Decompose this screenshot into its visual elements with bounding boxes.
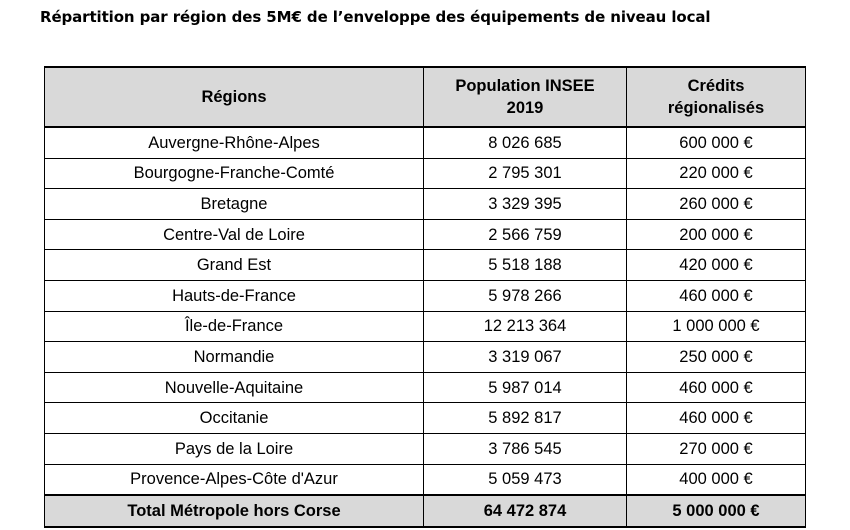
table-header-row: [45, 67, 806, 127]
table-row: [45, 372, 806, 403]
region-cell: Occitanie: [45, 403, 424, 434]
credits-cell: 460 000 €: [627, 403, 806, 434]
page-title: Répartition par région des 5M€ de l’enveloppe des équipements de niveau local: [40, 8, 711, 26]
region-cell: Normandie: [45, 342, 424, 373]
region-cell: Bretagne: [45, 189, 424, 220]
region-cell: Nouvelle-Aquitaine: [45, 372, 424, 403]
total-label: Total Métropole hors Corse: [45, 495, 424, 527]
table-row: [45, 311, 806, 342]
population-cell: 2 566 759: [424, 219, 627, 250]
total-credits: 5 000 000 €: [627, 495, 806, 527]
table-row: [45, 342, 806, 373]
population-cell: 5 059 473: [424, 464, 627, 495]
credits-cell: 200 000 €: [627, 219, 806, 250]
population-cell: 5 518 188: [424, 250, 627, 281]
table-row: [45, 280, 806, 311]
region-cell: Hauts-de-France: [45, 280, 424, 311]
header-regions: Régions: [45, 67, 424, 127]
region-cell: Île-de-France: [45, 311, 424, 342]
table-total-row: [45, 495, 806, 527]
population-cell: 3 786 545: [424, 433, 627, 464]
table-row: [45, 158, 806, 189]
region-cell: Auvergne-Rhône-Alpes: [45, 127, 424, 158]
region-cell: Provence-Alpes-Côte d'Azur: [45, 464, 424, 495]
region-cell: Centre-Val de Loire: [45, 219, 424, 250]
header-population: Population INSEE 2019: [424, 67, 627, 127]
population-cell: 8 026 685: [424, 127, 627, 158]
credits-cell: 400 000 €: [627, 464, 806, 495]
table-row: [45, 127, 806, 158]
credits-cell: 260 000 €: [627, 189, 806, 220]
regions-credits-table: [44, 66, 806, 528]
credits-cell: 600 000 €: [627, 127, 806, 158]
table-row: [45, 189, 806, 220]
population-cell: 3 329 395: [424, 189, 627, 220]
population-cell: 12 213 364: [424, 311, 627, 342]
population-cell: 2 795 301: [424, 158, 627, 189]
credits-cell: 1 000 000 €: [627, 311, 806, 342]
table-row: [45, 403, 806, 434]
region-cell: Bourgogne-Franche-Comté: [45, 158, 424, 189]
population-cell: 5 892 817: [424, 403, 627, 434]
total-population: 64 472 874: [424, 495, 627, 527]
population-cell: 5 987 014: [424, 372, 627, 403]
table-row: [45, 464, 806, 495]
credits-cell: 270 000 €: [627, 433, 806, 464]
table-row: [45, 250, 806, 281]
credits-cell: 220 000 €: [627, 158, 806, 189]
table-row: [45, 219, 806, 250]
population-cell: 5 978 266: [424, 280, 627, 311]
credits-cell: 250 000 €: [627, 342, 806, 373]
population-cell: 3 319 067: [424, 342, 627, 373]
table-row: [45, 433, 806, 464]
credits-cell: 460 000 €: [627, 372, 806, 403]
credits-cell: 420 000 €: [627, 250, 806, 281]
region-cell: Grand Est: [45, 250, 424, 281]
region-cell: Pays de la Loire: [45, 433, 424, 464]
credits-cell: 460 000 €: [627, 280, 806, 311]
header-credits: Crédits régionalisés: [627, 67, 806, 127]
